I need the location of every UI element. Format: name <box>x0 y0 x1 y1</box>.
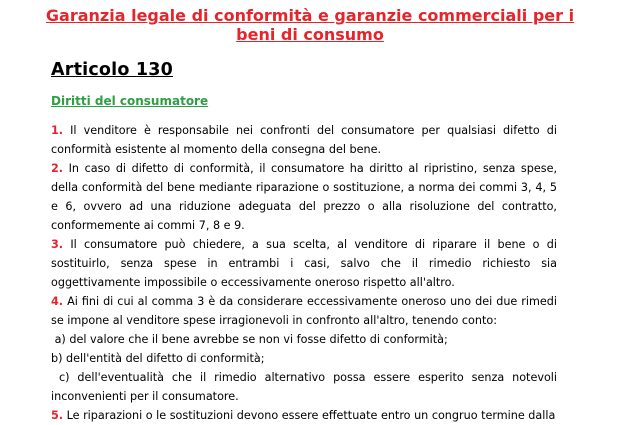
paragraph-number: 3. <box>51 238 64 251</box>
paragraph-text: Ai fini di cui al comma 3 è da considerare eccessivamente oneroso uno dei due rimedi se impone al venditore spese irragionevoli in confronto all'altro, tenendo conto: <box>51 295 557 327</box>
paragraph-1 <box>51 121 557 159</box>
paragraph-text: Il consumatore può chiedere, a sua scelta, al venditore di riparare il bene o di sostituirlo, senza spese in entrambi i casi, salvo che il rimedio richiesto sia oggettivamente impossibile o eccessivamente oneroso rispetto all'altro. <box>51 238 557 289</box>
paragraph-number: 1. <box>51 124 64 137</box>
article-body <box>51 121 557 425</box>
paragraph-text: Il venditore è responsabile nei confronti del consumatore per qualsiasi difetto di conformità esistente al momento della consegna del bene. <box>51 124 557 156</box>
paragraph-text: In caso di difetto di conformità, il consumatore ha diritto al ripristino, senza spese, della conformità del bene mediante riparazione o sostituzione, a norma dei commi 3, 4, 5 e 6, ovvero ad una riduzione adeguata del prezzo o alla risoluzione del contratto, conformemente ai commi 7, 8 e 9. <box>51 162 558 232</box>
paragraph-number: 2. <box>51 162 64 175</box>
paragraph-5 <box>51 406 557 425</box>
sub-item-text: b) dell'entità del difetto di conformità; <box>51 352 265 365</box>
paragraph-4 <box>51 292 557 330</box>
section-heading: Diritti del consumatore <box>51 94 209 108</box>
sub-item-a <box>51 330 557 349</box>
sub-item-c <box>51 368 557 406</box>
paragraph-number: 4. <box>51 295 64 308</box>
document-title: Garanzia legale di conformità e garanzie commerciali per i beni di consumo <box>45 6 575 44</box>
sub-item-text: c) dell'eventualità che il rimedio alternativo possa essere esperito senza notevoli inconvenienti per il consumatore. <box>51 371 558 403</box>
sub-item-b <box>51 349 557 368</box>
paragraph-2 <box>51 159 557 235</box>
paragraph-3 <box>51 235 557 292</box>
paragraph-text: Le riparazioni o le sostituzioni devono essere effettuate entro un congruo termine dalla <box>66 409 556 422</box>
paragraph-number: 5. <box>51 409 64 422</box>
article-heading: Articolo 130 <box>51 60 173 80</box>
sub-item-text: a) del valore che il bene avrebbe se non vi fosse difetto di conformità; <box>54 333 448 346</box>
